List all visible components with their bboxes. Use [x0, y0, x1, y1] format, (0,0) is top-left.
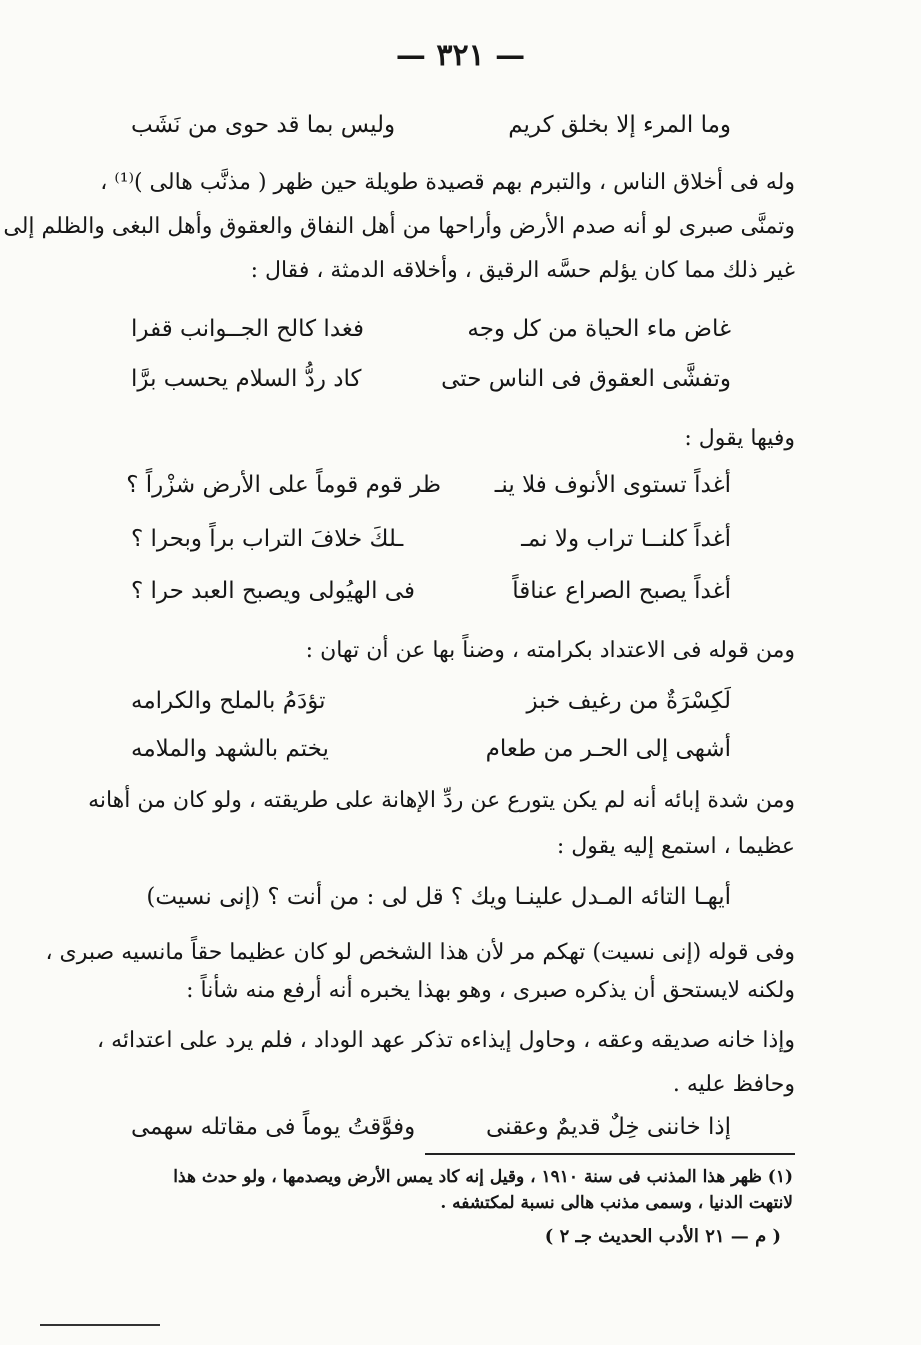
paragraph: [3, 168, 795, 286]
paragraph: [95, 636, 795, 666]
verse-line: [131, 112, 731, 152]
footnote-separator: [425, 1153, 795, 1155]
verse-line: [131, 578, 731, 618]
verse-second-hemistich: كاد ردُّ السلام يحسب برَّا: [131, 366, 362, 392]
verse-second-hemistich: ـلكَ خلافَ التراب براً وبحرا ؟: [131, 526, 404, 552]
paragraph: [95, 424, 795, 454]
text-line: وفيها يقول :: [684, 426, 795, 451]
verse-first-hemistich: أغداً كلنــا تراب ولا نمـ: [521, 526, 731, 552]
verse-first-hemistich: إذا خاننى خِلٌ قديمٌ وعقنى: [486, 1114, 731, 1140]
verse-second-hemistich: فى الهيُولى ويصبح العبد حرا ؟: [131, 578, 415, 604]
verse-line: [131, 316, 731, 356]
verse-first-hemistich: وما المرء إلا بخلق كريم: [508, 112, 731, 138]
text-line: ومن قوله فى الاعتداد بكرامته ، وضناً بها عن أن تهان :: [305, 638, 795, 663]
footnote: [93, 1164, 793, 1216]
verse-second-hemistich: وليس بما قد حوى من نَشَب: [131, 112, 396, 138]
text-line: عظيما ، استمع إليه يقول :: [556, 834, 795, 859]
text-line: وله فى أخلاق الناس ، والتبرم بهم قصيدة طويلة حين ظهر ( مذنَّب هالى )⁽¹⁾ ،: [100, 170, 795, 195]
verse-second-hemistich: يختم بالشهد والملامه: [131, 736, 329, 762]
verse-first-hemistich: غاض ماء الحياة من كل وجه: [467, 316, 731, 342]
verse-line: أيهـا التائه المـدل علينـا ويك ؟ قل لى : من أنت ؟ (إنى نسيت): [146, 884, 731, 910]
verse-line: [131, 366, 731, 406]
verse-first-hemistich: أغداً تستوى الأنوف فلا ينـ: [494, 472, 731, 498]
verse-first-hemistich: وتفشَّى العقوق فى الناس حتى: [441, 366, 731, 392]
paragraph: [45, 938, 795, 1006]
footnote-line: (١) ظهر هذا المذنب فى سنة ١٩١٠ ، وقيل إنه كاد يمس الأرض ويصدمها ، ولو حدث هذا: [173, 1167, 793, 1187]
bottom-mark: [40, 1324, 160, 1326]
signature-mark: ( م — ٢١ الأدب الحديث جـ ٢ ): [544, 1226, 781, 1247]
text-line: ومن شدة إبائه أنه لم يكن يتورع عن ردِّ الإهانة على طريقته ، ولو كان من أهانه: [88, 788, 795, 813]
text-line: وفى قوله (إنى نسيت) تهكم مر لأن هذا الشخص لو كان عظيما حقاً مانسيه صبرى ،: [45, 940, 795, 965]
verse-first-hemistich: أغداً يصبح الصراع عناقاً: [512, 578, 731, 604]
verse-first-hemistich: أشهى إلى الحـر من طعام: [485, 736, 731, 762]
text-line: وإذا خانه صديقه وعقه ، وحاول إيذاءه تذكر عهد الوداد ، فلم يرد على اعتدائه ،: [96, 1028, 795, 1053]
page-number: — ٣٢١ —: [395, 38, 526, 73]
verse-second-hemistich: ظر قوم قوماً على الأرض شزْراً ؟: [126, 472, 441, 498]
paragraph: [88, 786, 795, 862]
text-line: وحافظ عليه .: [672, 1072, 795, 1097]
text-line: غير ذلك مما كان يؤلم حسَّه الرقيق ، وأخلاقه الدمثة ، فقال :: [250, 258, 795, 283]
verse-second-hemistich: وفوَّقتُ يوماً فى مقاتله سهمى: [131, 1114, 416, 1140]
verse-second-hemistich: تؤدَمُ بالملح والكرامه: [131, 688, 326, 714]
verse-line: [131, 1114, 731, 1154]
footnote-line: لانتهت الدنيا ، وسمى مذنب هالى نسبة لمكتشفه .: [440, 1193, 793, 1213]
verse-line: [126, 472, 731, 512]
paragraph: [95, 1026, 795, 1100]
text-line: ولكنه لايستحق أن يذكره صبرى ، وهو بهذا يخبره أنه أرفع منه شأناً :: [186, 978, 795, 1003]
text-line: وتمنَّى صبرى لو أنه صدم الأرض وأراحها من أهل النفاق والعقوق وأهل البغى والظلم إلى: [3, 214, 795, 239]
verse-line: [131, 736, 731, 776]
verse-first-hemistich: لَكِسْرَةٌ من رغيف خبز: [526, 688, 731, 714]
verse-second-hemistich: فغدا كالح الجــوانب قفرا: [131, 316, 364, 342]
verse-line: [131, 526, 731, 566]
verse-line: [131, 688, 731, 728]
